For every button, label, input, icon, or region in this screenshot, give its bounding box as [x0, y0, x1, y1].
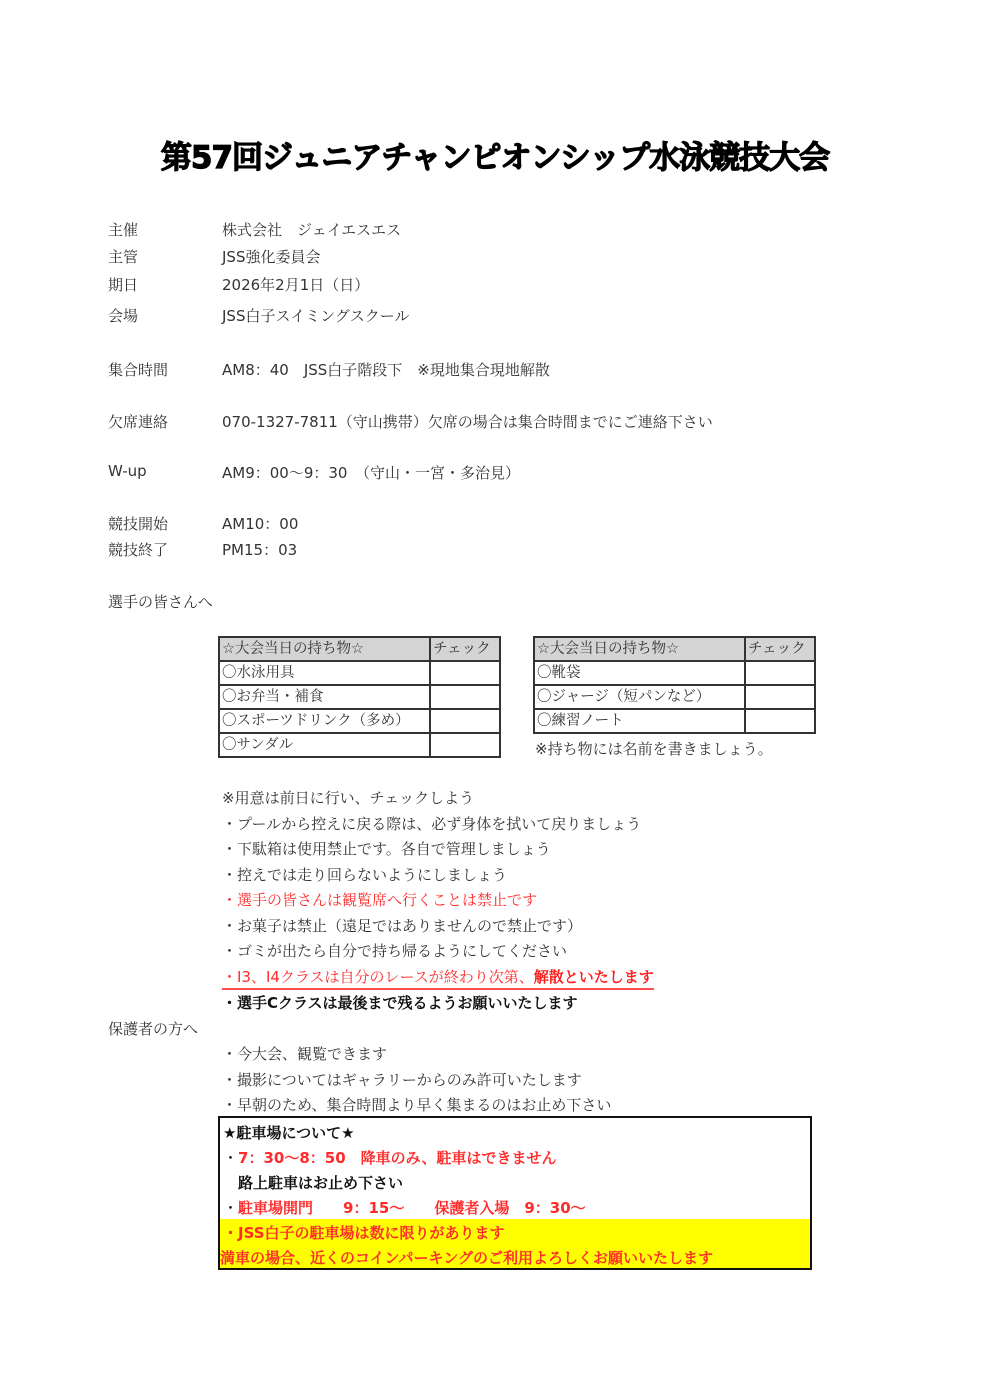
info-label-meeting-time: 集合時間	[108, 361, 169, 379]
player-note: ・下駄箱は使用禁止です。各自で管理しましょう	[222, 840, 551, 858]
parking-notice-box	[218, 1116, 812, 1270]
info-value-organizer: 株式会社 ジェイエスエス	[222, 221, 402, 239]
info-label-warmup: W-up	[108, 462, 147, 480]
info-label-venue: 会場	[108, 307, 139, 325]
parking-open-line	[223, 1197, 586, 1218]
player-note: ※用意は前日に行い、チェックしよう	[222, 789, 475, 807]
check-cell[interactable]	[745, 685, 815, 709]
info-value-start: AM10：00	[222, 515, 299, 533]
item-header: ☆大会当日の持ち物☆	[534, 637, 745, 661]
check-cell[interactable]	[430, 661, 500, 685]
check-header: チェック	[745, 637, 815, 661]
item-header: ☆大会当日の持ち物☆	[219, 637, 430, 661]
dismiss-note-text: ・I3、I4クラスは自分のレースが終わり次第、	[222, 968, 534, 986]
table-header-row	[219, 637, 500, 661]
table-row	[534, 685, 815, 709]
check-cell[interactable]	[745, 661, 815, 685]
c-class-note: ・選手Cクラスは最後まで残るようお願いいたします	[222, 994, 578, 1012]
info-value-absence-contact: 070-1327-7811（守山携帯）欠席の場合は集合時間までにご連絡下さい	[222, 413, 713, 431]
info-label-date: 期日	[108, 276, 139, 294]
info-label-end: 競技終了	[108, 541, 169, 559]
player-note-warning: ・選手の皆さんは観覧席へ行くことは禁止です	[222, 891, 538, 909]
info-value-warmup: AM9：00〜9：30 （守山・一宮・多治見）	[222, 464, 520, 482]
item-cell: 〇お弁当・補食	[219, 685, 430, 709]
parking-title: ★駐車場について★	[223, 1124, 355, 1142]
info-value-venue: JSS白子スイミングスクール	[222, 307, 410, 325]
parent-note: ・今大会、観覧できます	[222, 1045, 388, 1063]
check-cell[interactable]	[745, 709, 815, 733]
info-label-start: 競技開始	[108, 515, 169, 533]
check-cell[interactable]	[430, 709, 500, 733]
table-row	[534, 709, 815, 733]
parent-note: ・早朝のため、集合時間より早く集まるのはお止め下さい	[222, 1096, 612, 1114]
bullet: ・	[223, 1199, 239, 1217]
player-note: ・控えでは走り回らないようにしましょう	[222, 866, 508, 884]
item-cell: 〇練習ノート	[534, 709, 745, 733]
info-value-end: PM15：03	[222, 541, 298, 559]
table-row	[219, 661, 500, 685]
page-title: 第57回ジュニアチャンピオンシップ水泳競技大会	[160, 140, 830, 176]
item-cell: 〇靴袋	[534, 661, 745, 685]
check-cell[interactable]	[430, 733, 500, 757]
table-row	[534, 661, 815, 685]
parent-note: ・撮影についてはギャラリーからのみ許可いたします	[222, 1071, 582, 1089]
item-cell: 〇サンダル	[219, 733, 430, 757]
bullet: ・	[223, 1149, 239, 1167]
table-header-row	[534, 637, 815, 661]
player-note: ・お菓子は禁止（遠足ではありませんので禁止です）	[222, 917, 583, 935]
item-cell: 〇水泳用具	[219, 661, 430, 685]
belongings-name-note: ※持ち物には名前を書きましょう。	[535, 740, 773, 758]
check-header: チェック	[430, 637, 500, 661]
table-row	[219, 685, 500, 709]
player-note: ・プールから控えに戻る際は、必ず身体を拭いて戻りましょう	[222, 815, 642, 833]
dismiss-note	[222, 966, 654, 990]
item-cell: 〇ジャージ（短パンなど）	[534, 685, 745, 709]
checklist-table-left	[218, 636, 501, 758]
parking-street-note: 路上駐車はお止め下さい	[223, 1174, 404, 1192]
player-note: ・ゴミが出たら自分で持ち帰るようにしてください	[222, 942, 568, 960]
parking-limited-note: ・JSS白子の駐車場は数に限りがあります	[223, 1224, 505, 1242]
info-value-meeting-time: AM8：40 JSS白子階段下 ※現地集合現地解散	[222, 361, 550, 379]
parking-coin-note: 満車の場合、近くのコインパーキングのご利用よろしくお願いいたします	[220, 1249, 714, 1267]
info-label-organizer: 主催	[108, 221, 139, 239]
checklist-table-right	[533, 636, 816, 734]
item-cell: 〇スポーツドリンク（多め）	[219, 709, 430, 733]
table-row	[219, 733, 500, 757]
info-label-management: 主管	[108, 248, 139, 266]
parents-heading: 保護者の方へ	[108, 1020, 199, 1038]
info-value-date: 2026年2月1日（日）	[222, 276, 370, 294]
parking-dropoff-text: 7：30〜8：50 降車のみ、駐車はできません	[238, 1149, 557, 1167]
dismiss-note-emphasis: 解散といたします	[533, 968, 654, 986]
table-row	[219, 709, 500, 733]
check-cell[interactable]	[430, 685, 500, 709]
players-heading: 選手の皆さんへ	[108, 593, 213, 611]
info-label-absence-contact: 欠席連絡	[108, 413, 169, 431]
parking-open-text: 駐車場開門 9：15〜 保護者入場 9：30〜	[238, 1199, 586, 1217]
info-value-management: JSS強化委員会	[222, 248, 321, 266]
parking-dropoff-line	[223, 1147, 557, 1168]
